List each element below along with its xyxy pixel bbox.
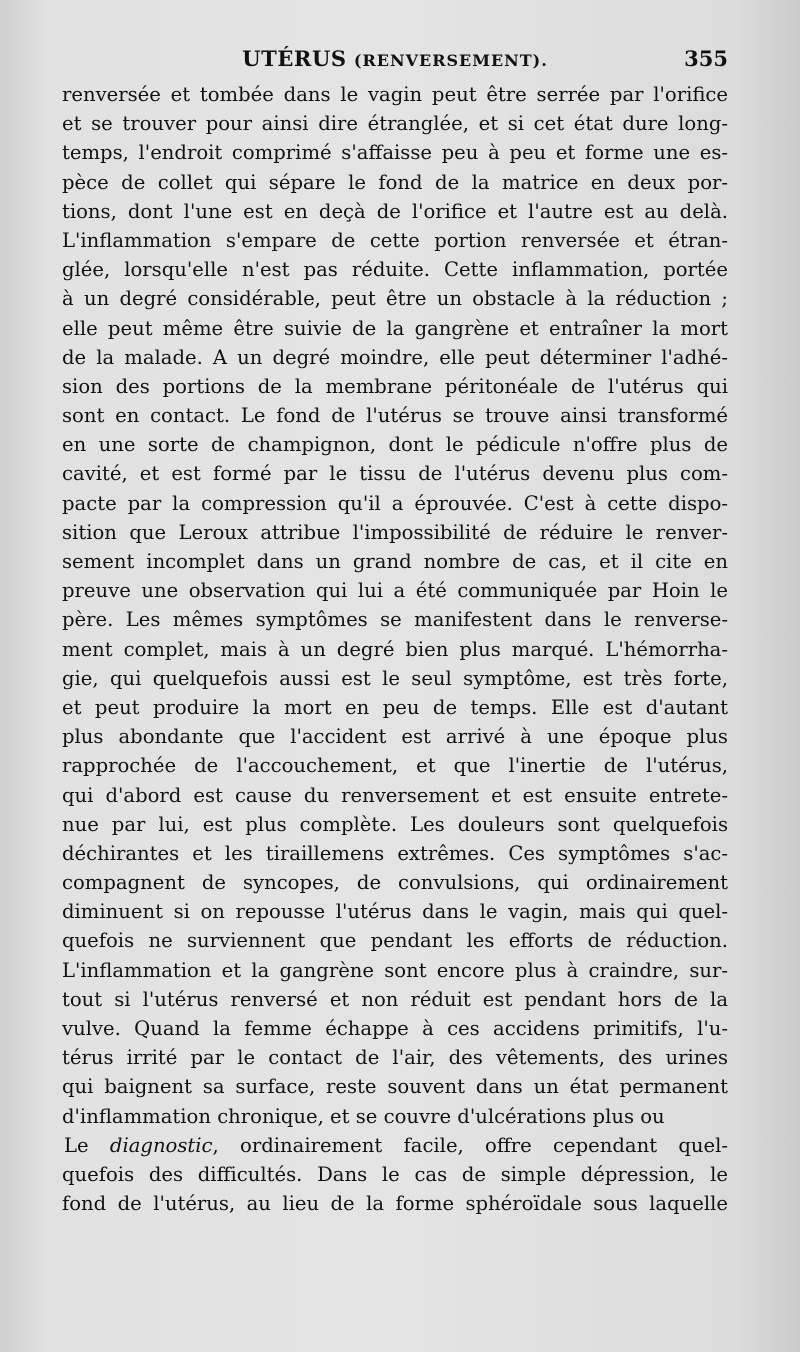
running-title-main: UTÉRUS	[242, 46, 347, 71]
text-run: , ordinairement facile, offre cependant quel-	[212, 1133, 728, 1157]
text-line: déchirantes et les tiraillemens extrêmes. Ces symptômes s'ac-	[62, 841, 728, 865]
text-line: preuve une observation qui lui a été communiquée par Hoin le	[62, 579, 728, 603]
text-line: tions, dont l'une est en deçà de l'orifice et l'autre est au delà.	[62, 199, 728, 223]
text-line: pèce de collet qui sépare le fond de la matrice en deux por-	[62, 170, 728, 194]
text-line	[62, 1131, 728, 1160]
italic-term: diagnostic	[109, 1133, 213, 1157]
text-line: père. Les mêmes symptômes se manifestent dans le renverse-	[62, 608, 728, 632]
text-line: elle peut même être suivie de la gangrène et entraîner la mort	[62, 316, 728, 340]
text-line: gie, qui quelquefois aussi est le seul symptôme, est très forte,	[62, 666, 728, 690]
text-line: à un degré considérable, peut être un obstacle à la réduction ;	[62, 287, 728, 311]
text-line: sition que Leroux attribue l'impossibilité de réduire le renver-	[62, 520, 728, 544]
text-line: térus irrité par le contact de l'air, des vêtements, des urines	[62, 1046, 728, 1070]
text-line: temps, l'endroit comprimé s'affaisse peu à peu et forme une es-	[62, 141, 728, 165]
text-line: et se trouver pour ainsi dire étranglée, et si cet état dure long-	[62, 112, 728, 136]
text-line: quefois des difficultés. Dans le cas de simple dépression, le	[62, 1162, 728, 1186]
text-line: d'inflammation chronique, et se couvre d'ulcérations plus ou	[62, 1104, 665, 1128]
body-text	[62, 80, 728, 1218]
text-line: ment complet, mais à un degré bien plus marqué. L'hémorrha-	[62, 637, 728, 661]
running-title-sub: (RENVERSEMENT).	[353, 51, 548, 70]
text-line: et peut produire la mort en peu de temps. Elle est d'autant	[62, 695, 728, 719]
text-line: en une sorte de champignon, dont le pédicule n'offre plus de	[62, 433, 728, 457]
text-line: qui baignent sa surface, reste souvent dans un état permanent	[62, 1075, 728, 1099]
text-line: qui d'abord est cause du renversement et est ensuite entrete-	[62, 783, 728, 807]
text-line: glée, lorsqu'elle n'est pas réduite. Cette inflammation, portée	[62, 258, 728, 282]
text-line: plus abondante que l'accident est arrivé à une époque plus	[62, 725, 728, 749]
text-line: diminuent si on repousse l'utérus dans le vagin, mais qui quel-	[62, 900, 728, 924]
paragraph-1	[62, 80, 728, 1131]
running-title	[62, 46, 728, 71]
text-line: tout si l'utérus renversé et non réduit est pendant hors de la	[62, 987, 728, 1011]
text-line: pacte par la compression qu'il a éprouvée. C'est à cette dispo-	[62, 491, 728, 515]
text-line: de la malade. A un degré moindre, elle peut déterminer l'adhé-	[62, 345, 728, 369]
text-line: nue par lui, est plus complète. Les douleurs sont quelquefois	[62, 812, 728, 836]
text-line: compagnent de syncopes, de convulsions, qui ordinairement	[62, 871, 728, 895]
text-line: renversée et tombée dans le vagin peut être serrée par l'orifice	[62, 83, 728, 106]
page-number: 355	[684, 46, 728, 71]
running-head	[62, 46, 728, 76]
text-line: fond de l'utérus, au lieu de la forme sphéroïdale sous laquelle	[62, 1192, 728, 1216]
text-line: L'inflammation s'empare de cette portion renversée et étran-	[62, 228, 728, 252]
text-line: cavité, et est formé par le tissu de l'utérus devenu plus com-	[62, 462, 728, 486]
text-line: sement incomplet dans un grand nombre de cas, et il cite en	[62, 550, 728, 573]
text-line: sont en contact. Le fond de l'utérus se trouve ainsi transformé	[62, 404, 728, 428]
text-line: quefois ne surviennent que pendant les efforts de réduction.	[62, 929, 728, 953]
text-line: vulve. Quand la femme échappe à ces accidens primitifs, l'u-	[62, 1017, 728, 1040]
text-line: L'inflammation et la gangrène sont encore plus à craindre, sur-	[62, 958, 728, 982]
text-line: sion des portions de la membrane péritonéale de l'utérus qui	[62, 374, 728, 398]
text-line: rapprochée de l'accouchement, et que l'inertie de l'utérus,	[62, 754, 728, 778]
text-run: Le	[64, 1133, 110, 1157]
paragraph-2	[62, 1131, 728, 1219]
